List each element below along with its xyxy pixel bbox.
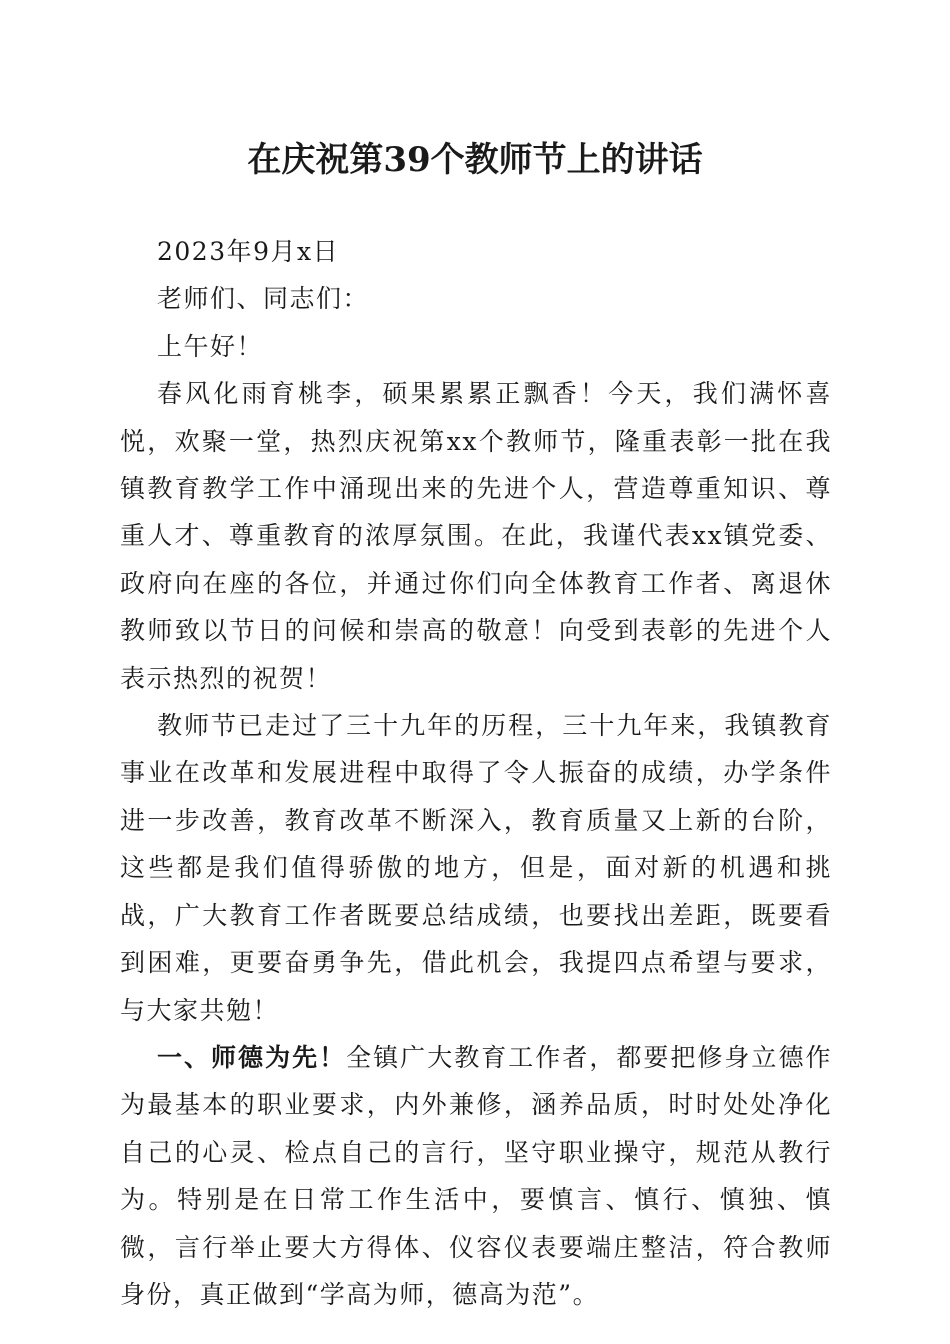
- paragraph-opening: 春风化雨育桃李，硕果累累正飘香！今天，我们满怀喜悦，欢聚一堂，热烈庆祝第xx个教师节，隆重表彰一批在我镇教育教学工作中涌现出来的先进个人，营造尊重知识、尊重人才、尊重教育的浓厚氛围。在此，我谨代表xx镇党委、政府向在座的各位，并通过你们向全体教育工作者、离退休教师致以节日的问候和崇高的敬意！向受到表彰的先进个人表示热烈的祝贺！: [120, 379, 832, 693]
- document-title: 在庆祝第39个教师节上的讲话: [247, 140, 703, 180]
- document-body: [120, 228, 832, 1318]
- section-1-paragraph: [120, 1034, 832, 1318]
- date-line: 2023年9月x日: [157, 237, 340, 266]
- section-1-heading: 一、师德为先！: [157, 1042, 347, 1072]
- section-1-text: 全镇广大教育工作者，都要把修身立德作为最基本的职业要求，内外兼修，涵养品质，时时处处净化自己的心灵、检点自己的言行，坚守职业操守，规范从教行为。特别是在日常工作生活中，要慎言、慎行、慎独、慎微，言行举止要大方得体、仪容仪表要端庄整洁，符合教师身份，真正做到“学高为师，德高为范”。: [120, 1042, 832, 1309]
- salutation: 老师们、同志们：: [157, 284, 370, 314]
- paragraph-history: 教师节已走过了三十九年的历程，三十九年来，我镇教育事业在改革和发展进程中取得了令人振奋的成绩，办学条件进一步改善，教育改革不断深入，教育质量又上新的台阶，这些都是我们值得骄傲的地方，但是，面对新的机遇和挑战，广大教育工作者既要总结成绩，也要找出差距，既要看到困难，更要奋勇争先，借此机会，我提四点希望与要求，与大家共勉！: [120, 711, 832, 1025]
- greeting: 上午好！: [157, 331, 264, 361]
